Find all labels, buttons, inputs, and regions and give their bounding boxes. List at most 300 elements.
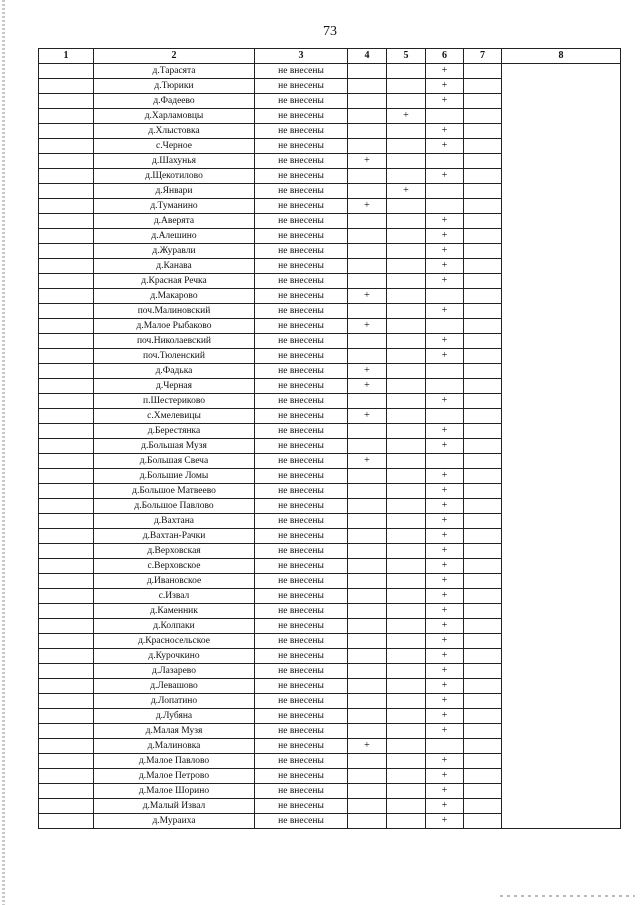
mark-col6: + [426, 229, 464, 244]
table-row [39, 94, 621, 109]
mark-col6: + [426, 64, 464, 79]
status-cell: не внесены [255, 319, 348, 334]
cell-col1 [39, 574, 94, 589]
status-cell: не внесены [255, 64, 348, 79]
cell-col8 [502, 679, 621, 694]
cell-col1 [39, 709, 94, 724]
mark-col5 [387, 349, 426, 364]
settlement-name: д.Малое Шорино [94, 784, 255, 799]
mark-col6: + [426, 304, 464, 319]
status-cell: не внесены [255, 769, 348, 784]
cell-col7 [464, 634, 502, 649]
status-cell: не внесены [255, 739, 348, 754]
table-row [39, 544, 621, 559]
cell-col1 [39, 184, 94, 199]
settlement-name: д.Большое Павлово [94, 499, 255, 514]
cell-col1 [39, 484, 94, 499]
cell-col1 [39, 694, 94, 709]
cell-col7 [464, 229, 502, 244]
cell-col8 [502, 124, 621, 139]
table-row [39, 814, 621, 829]
cell-col1 [39, 79, 94, 94]
status-cell: не внесены [255, 334, 348, 349]
cell-col8 [502, 139, 621, 154]
table-row [39, 739, 621, 754]
cell-col8 [502, 349, 621, 364]
status-cell: не внесены [255, 499, 348, 514]
cell-col7 [464, 124, 502, 139]
cell-col8 [502, 529, 621, 544]
cell-col1 [39, 679, 94, 694]
status-cell: не внесены [255, 409, 348, 424]
mark-col4 [348, 169, 387, 184]
mark-col5 [387, 559, 426, 574]
mark-col6: + [426, 784, 464, 799]
table-row [39, 424, 621, 439]
cell-col1 [39, 199, 94, 214]
mark-col4 [348, 769, 387, 784]
settlement-name: д.Колпаки [94, 619, 255, 634]
table-row [39, 769, 621, 784]
cell-col8 [502, 634, 621, 649]
table-row [39, 574, 621, 589]
mark-col6: + [426, 169, 464, 184]
cell-col7 [464, 724, 502, 739]
settlement-name: д.Журавли [94, 244, 255, 259]
mark-col4 [348, 424, 387, 439]
status-cell: не внесены [255, 544, 348, 559]
mark-col5 [387, 169, 426, 184]
table-row [39, 319, 621, 334]
scan-edge-bottom [500, 895, 635, 897]
mark-col6: + [426, 424, 464, 439]
status-cell: не внесены [255, 784, 348, 799]
cell-col8 [502, 304, 621, 319]
mark-col4 [348, 589, 387, 604]
mark-col4 [348, 514, 387, 529]
status-cell: не внесены [255, 379, 348, 394]
table-row [39, 469, 621, 484]
cell-col7 [464, 349, 502, 364]
mark-col6: + [426, 259, 464, 274]
mark-col6 [426, 109, 464, 124]
cell-col8 [502, 619, 621, 634]
mark-col5 [387, 454, 426, 469]
page-number: 73 [323, 24, 337, 39]
cell-col1 [39, 439, 94, 454]
table-row [39, 124, 621, 139]
settlement-name: д.Малая Музя [94, 724, 255, 739]
cell-col1 [39, 769, 94, 784]
cell-col7 [464, 679, 502, 694]
status-cell: не внесены [255, 244, 348, 259]
mark-col5 [387, 424, 426, 439]
mark-col6: + [426, 124, 464, 139]
table-row [39, 169, 621, 184]
mark-col4: + [348, 199, 387, 214]
cell-col7 [464, 799, 502, 814]
status-cell: не внесены [255, 694, 348, 709]
status-cell: не внесены [255, 799, 348, 814]
status-cell: не внесены [255, 364, 348, 379]
cell-col8 [502, 409, 621, 424]
settlement-name: д.Вахтана [94, 514, 255, 529]
cell-col7 [464, 319, 502, 334]
mark-col6: + [426, 514, 464, 529]
status-cell: не внесены [255, 259, 348, 274]
status-cell: не внесены [255, 679, 348, 694]
cell-col8 [502, 709, 621, 724]
cell-col1 [39, 529, 94, 544]
mark-col4 [348, 679, 387, 694]
settlement-name: д.Вахтан-Рачки [94, 529, 255, 544]
settlement-name: д.Верховская [94, 544, 255, 559]
cell-col7 [464, 214, 502, 229]
table-row [39, 709, 621, 724]
settlement-name: поч.Тюленский [94, 349, 255, 364]
table-row [39, 274, 621, 289]
status-cell: не внесены [255, 169, 348, 184]
cell-col1 [39, 499, 94, 514]
mark-col5 [387, 394, 426, 409]
settlement-name: д.Красносельское [94, 634, 255, 649]
table-row [39, 109, 621, 124]
mark-col5 [387, 634, 426, 649]
cell-col8 [502, 559, 621, 574]
table-row [39, 304, 621, 319]
mark-col6: + [426, 634, 464, 649]
table-row [39, 604, 621, 619]
table-row [39, 349, 621, 364]
cell-col7 [464, 709, 502, 724]
mark-col5 [387, 769, 426, 784]
mark-col6: + [426, 619, 464, 634]
cell-col8 [502, 724, 621, 739]
table-row [39, 694, 621, 709]
mark-col6 [426, 364, 464, 379]
status-cell: не внесены [255, 109, 348, 124]
status-cell: не внесены [255, 139, 348, 154]
mark-col5 [387, 274, 426, 289]
status-cell: не внесены [255, 724, 348, 739]
mark-col4 [348, 259, 387, 274]
mark-col6: + [426, 499, 464, 514]
mark-col6 [426, 409, 464, 424]
settlement-name: д.Малое Рыбаково [94, 319, 255, 334]
cell-col7 [464, 589, 502, 604]
mark-col6: + [426, 544, 464, 559]
cell-col8 [502, 664, 621, 679]
mark-col4 [348, 244, 387, 259]
column-header: 2 [94, 49, 255, 64]
mark-col6: + [426, 709, 464, 724]
cell-col8 [502, 574, 621, 589]
table-row [39, 409, 621, 424]
cell-col7 [464, 544, 502, 559]
mark-col5 [387, 304, 426, 319]
mark-col6 [426, 184, 464, 199]
cell-col8 [502, 379, 621, 394]
status-cell: не внесены [255, 94, 348, 109]
cell-col1 [39, 334, 94, 349]
mark-col4: + [348, 454, 387, 469]
cell-col8 [502, 604, 621, 619]
cell-col7 [464, 739, 502, 754]
cell-col8 [502, 799, 621, 814]
settlement-name: с.Хмелевицы [94, 409, 255, 424]
settlements-table [38, 48, 621, 829]
cell-col8 [502, 214, 621, 229]
mark-col5 [387, 679, 426, 694]
cell-col8 [502, 439, 621, 454]
status-cell: не внесены [255, 394, 348, 409]
table-row [39, 724, 621, 739]
settlement-name: д.Курочкино [94, 649, 255, 664]
mark-col4 [348, 94, 387, 109]
table-row [39, 559, 621, 574]
mark-col4: + [348, 289, 387, 304]
mark-col6: + [426, 94, 464, 109]
settlement-name: д.Макарово [94, 289, 255, 304]
header-row [39, 49, 621, 64]
cell-col7 [464, 274, 502, 289]
mark-col5 [387, 124, 426, 139]
status-cell: не внесены [255, 814, 348, 829]
mark-col4 [348, 529, 387, 544]
status-cell: не внесены [255, 484, 348, 499]
mark-col4: + [348, 364, 387, 379]
mark-col6: + [426, 754, 464, 769]
cell-col1 [39, 244, 94, 259]
cell-col1 [39, 604, 94, 619]
mark-col4 [348, 304, 387, 319]
mark-col4: + [348, 409, 387, 424]
cell-col8 [502, 274, 621, 289]
mark-col6: + [426, 574, 464, 589]
table-row [39, 664, 621, 679]
status-cell: не внесены [255, 754, 348, 769]
settlement-name: д.Малиновка [94, 739, 255, 754]
cell-col1 [39, 124, 94, 139]
mark-col4 [348, 799, 387, 814]
cell-col7 [464, 259, 502, 274]
mark-col6: + [426, 604, 464, 619]
table-row [39, 499, 621, 514]
table-row [39, 289, 621, 304]
table-row [39, 589, 621, 604]
settlement-name: д.Малое Павлово [94, 754, 255, 769]
settlement-name: д.Лазарево [94, 664, 255, 679]
cell-col8 [502, 424, 621, 439]
table-row [39, 244, 621, 259]
cell-col1 [39, 424, 94, 439]
settlement-name: д.Канава [94, 259, 255, 274]
status-cell: не внесены [255, 514, 348, 529]
settlement-name: д.Хлыстовка [94, 124, 255, 139]
table-row [39, 454, 621, 469]
mark-col5 [387, 754, 426, 769]
mark-col5 [387, 379, 426, 394]
cell-col7 [464, 244, 502, 259]
cell-col8 [502, 244, 621, 259]
mark-col5 [387, 154, 426, 169]
table-body [39, 64, 621, 829]
mark-col6 [426, 739, 464, 754]
mark-col4 [348, 394, 387, 409]
mark-col6: + [426, 79, 464, 94]
settlement-name: д.Большое Матвеево [94, 484, 255, 499]
mark-col5 [387, 709, 426, 724]
cell-col8 [502, 454, 621, 469]
cell-col1 [39, 304, 94, 319]
settlement-name: д.Лопатино [94, 694, 255, 709]
mark-col4 [348, 544, 387, 559]
settlement-name: д.Красная Речка [94, 274, 255, 289]
mark-col5 [387, 94, 426, 109]
mark-col5 [387, 649, 426, 664]
table-row [39, 514, 621, 529]
mark-col4 [348, 109, 387, 124]
cell-col8 [502, 64, 621, 79]
mark-col4 [348, 784, 387, 799]
cell-col8 [502, 229, 621, 244]
mark-col4 [348, 574, 387, 589]
cell-col8 [502, 364, 621, 379]
cell-col8 [502, 319, 621, 334]
column-header: 8 [502, 49, 621, 64]
mark-col4: + [348, 154, 387, 169]
mark-col6: + [426, 724, 464, 739]
status-cell: не внесены [255, 229, 348, 244]
status-cell: не внесены [255, 424, 348, 439]
cell-col8 [502, 649, 621, 664]
mark-col5 [387, 724, 426, 739]
column-header: 1 [39, 49, 94, 64]
table-row [39, 679, 621, 694]
mark-col4 [348, 214, 387, 229]
mark-col5 [387, 289, 426, 304]
cell-col7 [464, 454, 502, 469]
cell-col7 [464, 409, 502, 424]
cell-col8 [502, 334, 621, 349]
cell-col7 [464, 529, 502, 544]
mark-col5 [387, 499, 426, 514]
mark-col5: + [387, 184, 426, 199]
settlement-name: д.Фадька [94, 364, 255, 379]
table-row [39, 649, 621, 664]
settlement-name: с.Черное [94, 139, 255, 154]
status-cell: не внесены [255, 469, 348, 484]
cell-col8 [502, 484, 621, 499]
cell-col1 [39, 799, 94, 814]
mark-col4 [348, 664, 387, 679]
cell-col1 [39, 724, 94, 739]
cell-col7 [464, 379, 502, 394]
cell-col7 [464, 559, 502, 574]
cell-col8 [502, 544, 621, 559]
cell-col8 [502, 154, 621, 169]
cell-col7 [464, 814, 502, 829]
status-cell: не внесены [255, 154, 348, 169]
settlement-name: д.Ивановское [94, 574, 255, 589]
mark-col6: + [426, 814, 464, 829]
column-header: 7 [464, 49, 502, 64]
table-row [39, 379, 621, 394]
mark-col5 [387, 589, 426, 604]
mark-col5 [387, 619, 426, 634]
column-header: 4 [348, 49, 387, 64]
mark-col5 [387, 259, 426, 274]
cell-col8 [502, 694, 621, 709]
mark-col6: + [426, 214, 464, 229]
cell-col7 [464, 469, 502, 484]
status-cell: не внесены [255, 214, 348, 229]
table-row [39, 334, 621, 349]
mark-col6: + [426, 334, 464, 349]
cell-col1 [39, 394, 94, 409]
mark-col5 [387, 319, 426, 334]
mark-col5 [387, 244, 426, 259]
cell-col7 [464, 574, 502, 589]
status-cell: не внесены [255, 79, 348, 94]
cell-col1 [39, 754, 94, 769]
cell-col1 [39, 544, 94, 559]
status-cell: не внесены [255, 619, 348, 634]
cell-col1 [39, 784, 94, 799]
cell-col8 [502, 79, 621, 94]
cell-col7 [464, 619, 502, 634]
cell-col8 [502, 199, 621, 214]
cell-col7 [464, 514, 502, 529]
mark-col5 [387, 739, 426, 754]
settlement-name: д.Алешино [94, 229, 255, 244]
table-row [39, 634, 621, 649]
mark-col6 [426, 454, 464, 469]
mark-col5 [387, 544, 426, 559]
settlement-name: д.Большая Музя [94, 439, 255, 454]
mark-col6: + [426, 679, 464, 694]
mark-col5 [387, 784, 426, 799]
status-cell: не внесены [255, 199, 348, 214]
mark-col5 [387, 214, 426, 229]
mark-col4 [348, 229, 387, 244]
mark-col5 [387, 139, 426, 154]
settlement-name: д.Малое Петрово [94, 769, 255, 784]
mark-col4 [348, 619, 387, 634]
cell-col8 [502, 94, 621, 109]
mark-col5 [387, 439, 426, 454]
settlement-name: д.Фадеево [94, 94, 255, 109]
cell-col1 [39, 469, 94, 484]
cell-col1 [39, 364, 94, 379]
mark-col6: + [426, 439, 464, 454]
cell-col1 [39, 739, 94, 754]
table-row [39, 79, 621, 94]
settlement-name: д.Малый Извал [94, 799, 255, 814]
table-row [39, 619, 621, 634]
mark-col5 [387, 469, 426, 484]
mark-col5 [387, 694, 426, 709]
cell-col8 [502, 289, 621, 304]
cell-col7 [464, 664, 502, 679]
table-row [39, 229, 621, 244]
cell-col7 [464, 334, 502, 349]
cell-col7 [464, 169, 502, 184]
mark-col5 [387, 364, 426, 379]
table-row [39, 364, 621, 379]
status-cell: не внесены [255, 289, 348, 304]
cell-col7 [464, 94, 502, 109]
